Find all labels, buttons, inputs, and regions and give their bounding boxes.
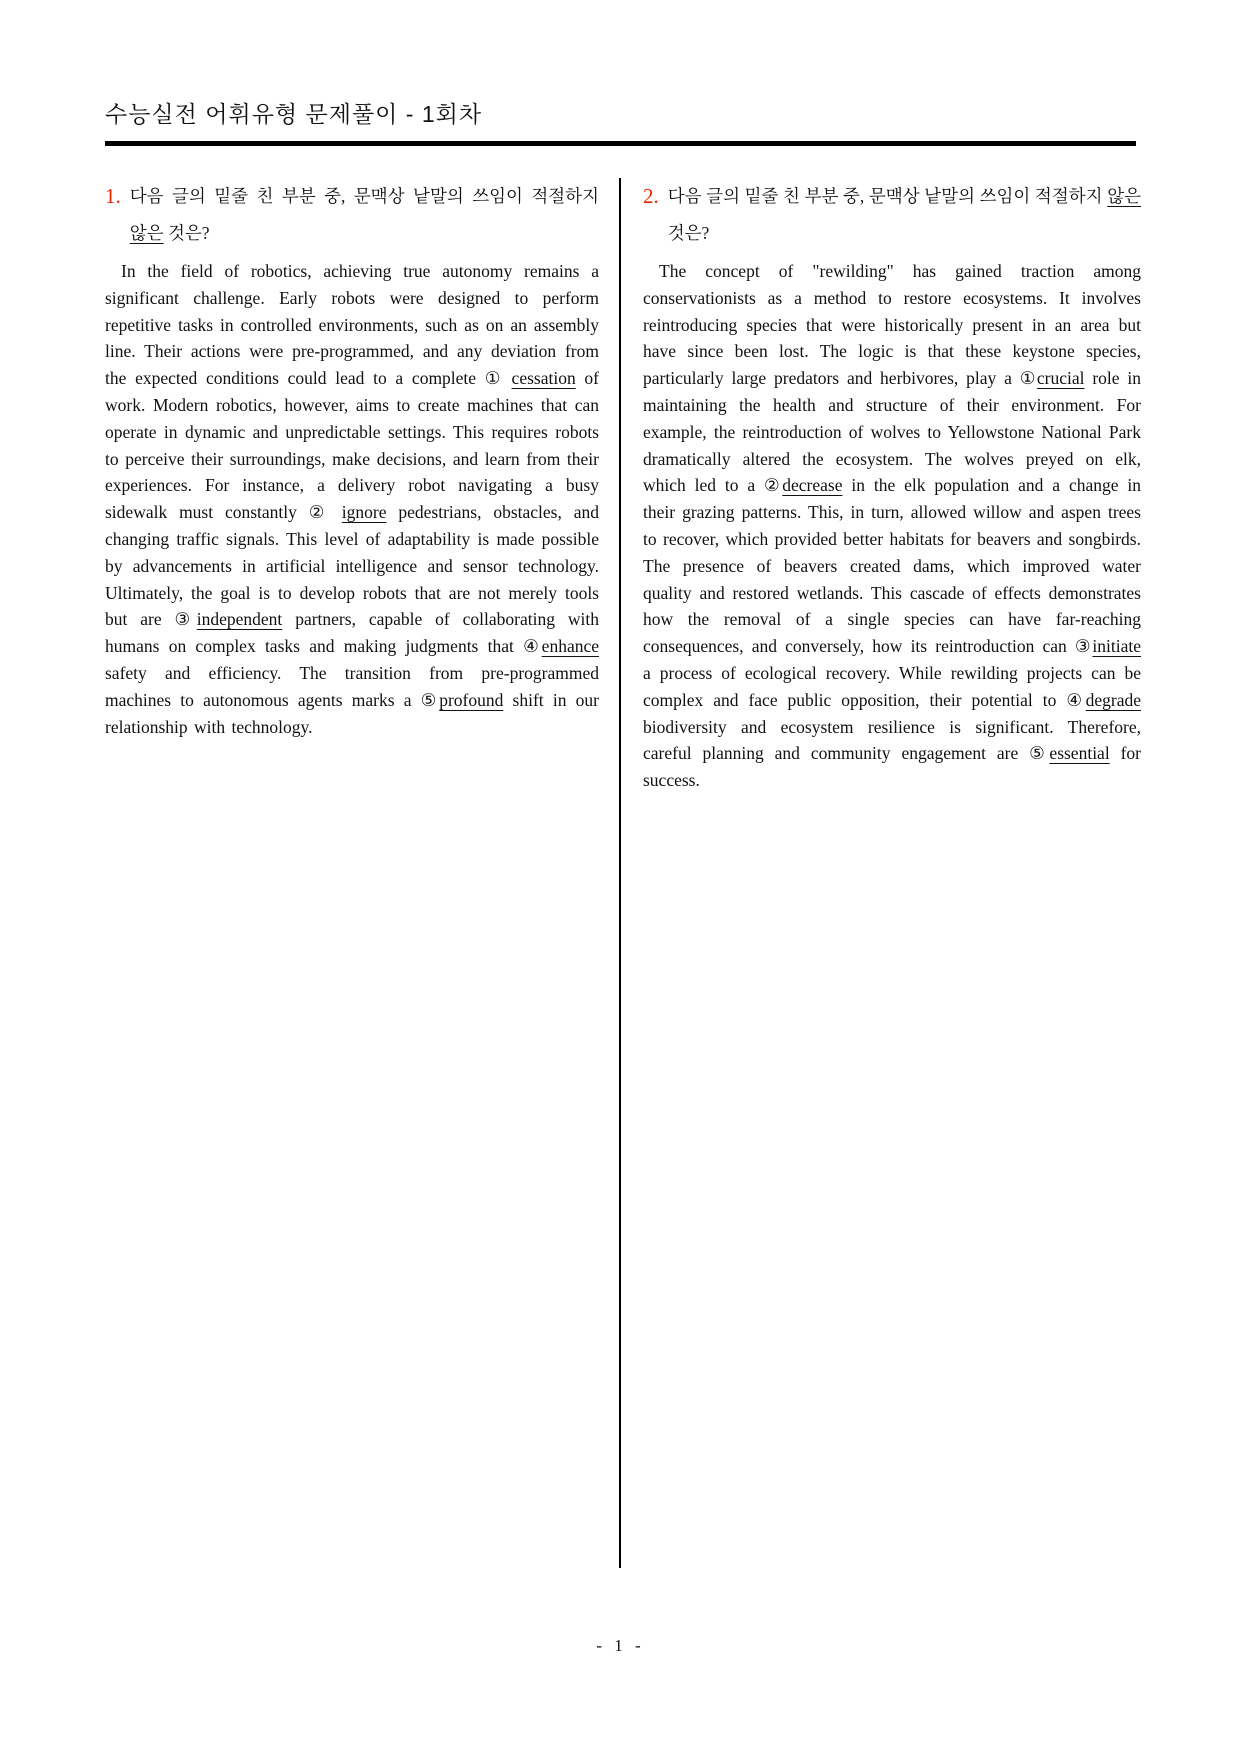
question-2-header — [643, 178, 1141, 252]
question-2-passage: The concept of "rewilding" has gained traction among conservationists as a method to restore ecosystems. It involves reintroducing species that were historically present in an area but have since been lost. The logic is that these keystone species, particularly large predators and herbivores, play a ①crucial role in maintaining the health and structure of their environment. For example, the reintroduction of wolves to Yellowstone National Park dramatically altered the ecosystem. The wolves preyed on elk, which led to a ②decrease in the elk population and a change in their grazing patterns. This, in turn, allowed willow and aspen trees to recover, which provided better habitats for beavers and songbirds. The presence of beavers created dams, which improved water quality and restored wetlands. This cascade of effects demonstrates how the removal of a single species can have far-reaching consequences, and conversely, how its reintroduction can ③initiate a process of ecological recovery. While rewilding projects can be complex and face public opposition, their potential to ④degrade biodiversity and ecosystem resilience is significant. Therefore, careful planning and community engagement are ⑤essential for success. — [643, 261, 1142, 791]
question-2-number: 2. — [643, 184, 659, 208]
header-divider-rule — [105, 141, 1136, 146]
question-1-prompt: 다음 글의 밑줄 친 부분 중, 문맥상 낱말의 쓰임이 적절하지 않은 것은? — [129, 186, 599, 243]
question-1-number: 1. — [105, 184, 121, 208]
page-title: 수능실전 어휘유형 문제풀이 - 1회차 — [105, 101, 483, 127]
page-header — [105, 96, 1136, 146]
question-1-passage: In the field of robotics, achieving true autonomy remains a significant challenge. Early robots were designed to perform repetitive tasks in controlled environments, such as on an assembly line. Their actions were pre-programmed, and any deviation from the expected conditions could lead to a complete ① cessation of work. Modern robotics, however, aims to create machines that can operate in dynamic and unpredictable settings. This requires robots to perceive their surroundings, make decisions, and learn from their experiences. For instance, a delivery robot navigating a busy sidewalk must constantly ② ignore pedestrians, obstacles, and changing traffic signals. This level of adaptability is made possible by advancements in artificial intelligence and sensor technology. Ultimately, the goal is to develop robots that are not merely tools but are ③independent partners, capable of collaborating with humans on complex tasks and making judgments that ④enhance safety and efficiency. The transition from pre-programmed machines to autonomous agents marks a ⑤profound shift in our relationship with technology. — [105, 261, 600, 737]
question-2-prompt: 다음 글의 밑줄 친 부분 중, 문맥상 낱말의 쓰임이 적절하지 않은 것은? — [667, 186, 1141, 243]
question-1-section — [105, 178, 599, 1568]
page-number: - 1 - — [596, 1636, 645, 1655]
question-1-header — [105, 178, 599, 252]
page-footer — [0, 1636, 1241, 1656]
question-2-section — [619, 178, 1141, 1568]
two-column-layout — [105, 178, 1141, 1568]
